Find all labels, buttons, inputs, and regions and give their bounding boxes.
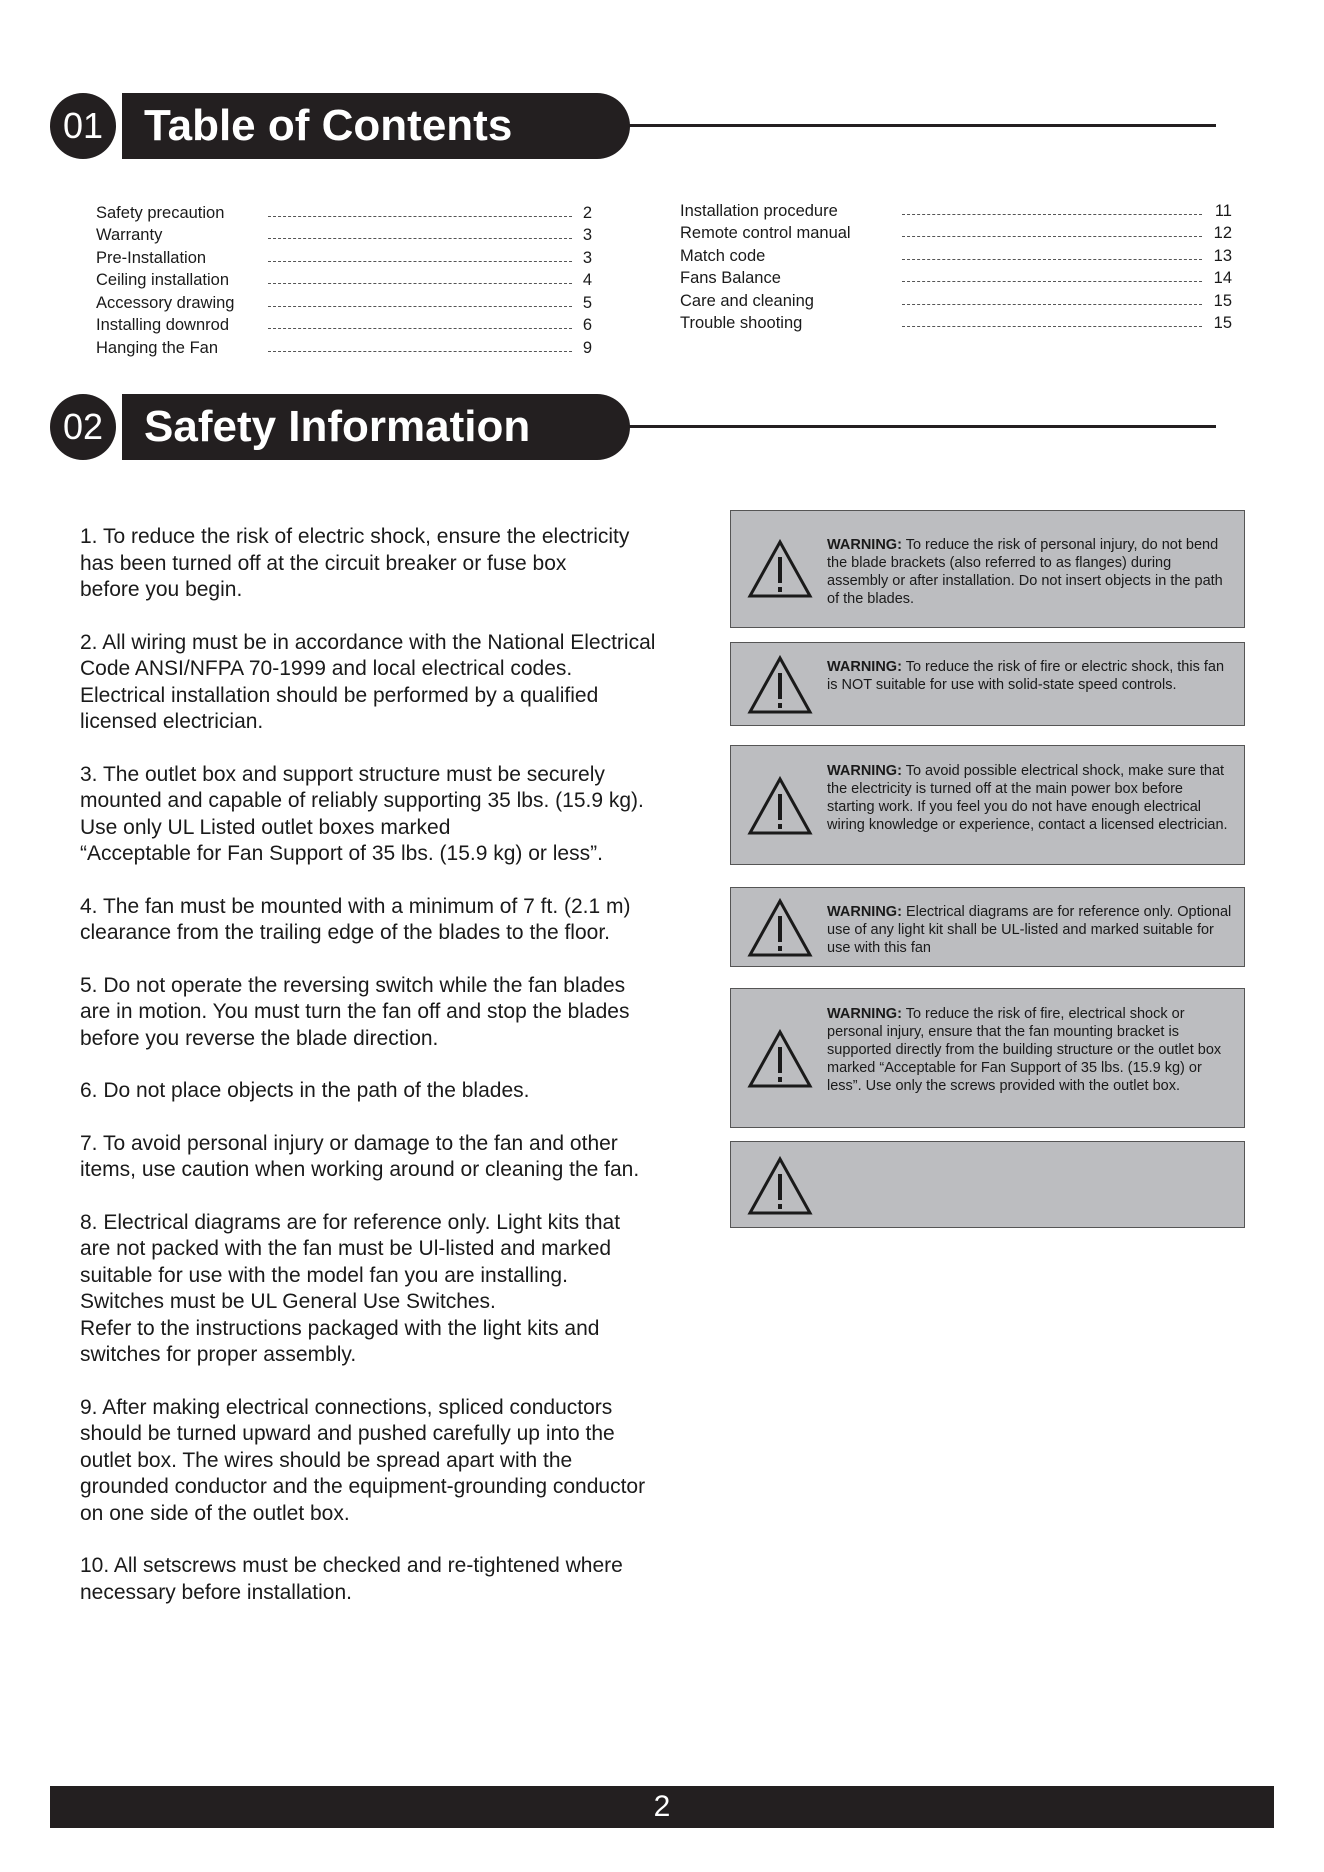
toc-entry-page: 6 bbox=[582, 316, 592, 334]
toc-entry-page: 3 bbox=[582, 226, 592, 244]
toc-entry[interactable] bbox=[680, 243, 1232, 266]
toc-entry-label: Care and cleaning bbox=[680, 291, 814, 310]
safety-item bbox=[80, 894, 720, 947]
safety-item-line: Code ANSI/NFPA 70-1999 and local electrical codes. bbox=[80, 657, 573, 680]
safety-item bbox=[80, 524, 720, 604]
safety-item-line: switches for proper assembly. bbox=[80, 1343, 357, 1366]
safety-item-line: outlet box. The wires should be spread apart with the bbox=[80, 1448, 573, 1472]
warning-body: To reduce the risk of personal injury, do not bend the blade brackets (also referred to as flanges) during assembly or after installation. Do not insert objects in the path of the blades. bbox=[827, 537, 1223, 607]
warning-label: WARNING: bbox=[827, 1006, 902, 1022]
safety-item bbox=[80, 1131, 720, 1184]
safety-item-line: before you reverse the blade direction. bbox=[80, 1026, 439, 1050]
toc-entry-page: 4 bbox=[582, 271, 592, 289]
toc-leader bbox=[268, 261, 572, 262]
safety-item-line: “Acceptable for Fan Support of 35 lbs. (15.9 kg) or less”. bbox=[80, 842, 603, 865]
toc-rule bbox=[626, 124, 1216, 127]
safety-item-line: grounded conductor and the equipment-grounding conductor bbox=[80, 1475, 646, 1498]
warning-triangle-icon bbox=[747, 898, 813, 958]
toc-entry-page: 3 bbox=[582, 248, 592, 267]
toc-right-column bbox=[680, 198, 1232, 333]
safety-item-line: 4. The fan must be mounted with a minimum of 7 ft. (2.1 m) bbox=[80, 894, 631, 918]
safety-item-line: should be turned upward and pushed carefully up into the bbox=[80, 1422, 615, 1445]
toc-entry-page: 14 bbox=[1213, 269, 1232, 287]
safety-item-line: Electrical installation should be performed by a qualified bbox=[80, 683, 599, 707]
warning-text bbox=[827, 1005, 1234, 1095]
toc-entry-label: Ceiling installation bbox=[96, 271, 229, 289]
safety-item bbox=[80, 1210, 720, 1369]
safety-item bbox=[80, 1395, 720, 1528]
safety-item-line: 2. All wiring must be in accordance with the National Electrical bbox=[80, 630, 656, 654]
toc-entry-label: Fans Balance bbox=[680, 269, 781, 287]
warning-text bbox=[827, 762, 1234, 834]
safety-header bbox=[50, 394, 1216, 460]
safety-item-line: 3. The outlet box and support structure must be securely bbox=[80, 762, 605, 786]
toc-entry-label: Warranty bbox=[96, 226, 163, 244]
toc-leader bbox=[268, 238, 572, 239]
toc-entry-page: 2 bbox=[582, 203, 592, 222]
toc-entry[interactable] bbox=[96, 313, 592, 336]
safety-item-line: suitable for use with the model fan you are installing. bbox=[80, 1263, 568, 1287]
safety-item-line: 5. Do not operate the reversing switch while the fan blades bbox=[80, 973, 626, 997]
warning-text bbox=[827, 903, 1234, 957]
safety-item-line: 10. All setscrews must be checked and re-tightened where bbox=[80, 1554, 623, 1577]
safety-item-line: licensed electrician. bbox=[80, 710, 264, 733]
safety-item-line: Refer to the instructions packaged with the light kits and bbox=[80, 1316, 600, 1340]
toc-entry-label: Installing downrod bbox=[96, 316, 229, 334]
safety-item-line: 7. To avoid personal injury or damage to the fan and other bbox=[80, 1131, 618, 1155]
toc-leader bbox=[902, 281, 1202, 282]
toc-left-column bbox=[96, 200, 592, 358]
warning-body: To avoid possible electrical shock, make sure that the electricity is turned off at the main power box before starting work. If you feel you do not have enough electrical wiring knowledge or experience, contact a licensed electrician. bbox=[827, 763, 1228, 833]
toc-leader bbox=[902, 326, 1202, 327]
toc-leader bbox=[902, 236, 1202, 237]
warning-triangle-icon bbox=[747, 1156, 813, 1216]
safety-item-line: clearance from the trailing edge of the blades to the floor. bbox=[80, 921, 610, 944]
safety-item bbox=[80, 1553, 720, 1606]
toc-entry[interactable] bbox=[680, 266, 1232, 289]
safety-section-number: 02 bbox=[50, 394, 116, 460]
warning-text bbox=[827, 536, 1234, 608]
warning-triangle-icon bbox=[747, 1029, 813, 1089]
toc-entry[interactable] bbox=[96, 335, 592, 358]
toc-entry-page: 5 bbox=[582, 293, 592, 312]
safety-item-line: 1. To reduce the risk of electric shock, ensure the electricity bbox=[80, 525, 630, 548]
safety-item-line: has been turned off at the circuit breaker or fuse box bbox=[80, 551, 567, 575]
toc-entry-label: Pre-Installation bbox=[96, 248, 207, 267]
toc-entry-page: 9 bbox=[582, 338, 592, 357]
warning-label: WARNING: bbox=[827, 537, 902, 553]
toc-entry-label: Installation procedure bbox=[680, 201, 838, 220]
toc-section-number: 01 bbox=[50, 93, 116, 159]
toc-entry[interactable] bbox=[96, 200, 592, 223]
safety-item-line: on one side of the outlet box. bbox=[80, 1501, 350, 1525]
toc-leader bbox=[268, 283, 572, 284]
toc-header bbox=[50, 93, 1216, 159]
warning-box bbox=[730, 642, 1245, 726]
toc-leader bbox=[268, 306, 572, 307]
toc-entry[interactable] bbox=[96, 223, 592, 246]
safety-item-line: mounted and capable of reliably supporting 35 lbs. (15.9 kg). bbox=[80, 789, 644, 812]
toc-entry-label: Hanging the Fan bbox=[96, 338, 219, 357]
toc-entry-page: 11 bbox=[1214, 201, 1232, 220]
toc-entry[interactable] bbox=[680, 288, 1232, 311]
warning-box bbox=[730, 745, 1245, 865]
toc-leader bbox=[902, 304, 1202, 305]
safety-item-line: 9. After making electrical connections, spliced conductors bbox=[80, 1395, 613, 1419]
toc-entry[interactable] bbox=[680, 198, 1232, 221]
warning-label: WARNING: bbox=[827, 904, 902, 920]
safety-item-line: necessary before installation. bbox=[80, 1580, 352, 1604]
toc-entry[interactable] bbox=[96, 290, 592, 313]
toc-entry-page: 13 bbox=[1213, 246, 1232, 265]
toc-entry-label: Accessory drawing bbox=[96, 293, 235, 312]
toc-entry-label: Match code bbox=[680, 246, 766, 265]
safety-item-line: 8. Electrical diagrams are for reference only. Light kits that bbox=[80, 1210, 621, 1234]
toc-entry-label: Trouble shooting bbox=[680, 314, 803, 332]
safety-item-line: are in motion. You must turn the fan off and stop the blades bbox=[80, 1000, 630, 1023]
safety-item-line: items, use caution when working around or cleaning the fan. bbox=[80, 1158, 640, 1181]
safety-item-line: are not packed with the fan must be Ul-listed and marked bbox=[80, 1237, 612, 1260]
safety-item bbox=[80, 630, 720, 736]
warning-triangle-icon bbox=[747, 655, 813, 715]
toc-leader bbox=[268, 216, 572, 217]
page-footer bbox=[50, 1786, 1274, 1828]
toc-entry-label: Remote control manual bbox=[680, 224, 851, 242]
toc-leader bbox=[268, 351, 572, 352]
warning-body: To reduce the risk of fire, electrical shock or personal injury, ensure that the fan mounting bracket is supported directly from the building structure or the outlet box marked “Acceptable for Fan Support of 35 lbs. (15.9 kg) or less”. Use only the screws provided with the outlet box. bbox=[827, 1006, 1222, 1094]
warning-label: WARNING: bbox=[827, 763, 902, 779]
warning-box bbox=[730, 887, 1245, 967]
toc-leader bbox=[268, 328, 572, 329]
safety-list bbox=[80, 524, 720, 1632]
safety-item-line: before you begin. bbox=[80, 578, 243, 601]
safety-title: Safety Information bbox=[122, 394, 630, 460]
safety-item-line: Switches must be UL General Use Switches. bbox=[80, 1290, 496, 1313]
toc-leader bbox=[902, 259, 1202, 260]
toc-entry[interactable] bbox=[96, 268, 592, 291]
safety-item-line: Use only UL Listed outlet boxes marked bbox=[80, 815, 451, 839]
toc-entry[interactable] bbox=[96, 245, 592, 268]
warning-box bbox=[730, 510, 1245, 628]
warning-label: WARNING: bbox=[827, 659, 902, 675]
safety-rule bbox=[626, 425, 1216, 428]
safety-item bbox=[80, 973, 720, 1053]
warning-body: Electrical diagrams are for reference only. Optional use of any light kit shall be UL-listed and marked suitable for use with this fan bbox=[827, 904, 1232, 956]
warning-box-empty bbox=[730, 1141, 1245, 1228]
toc-leader bbox=[902, 214, 1202, 215]
warning-triangle-icon bbox=[747, 539, 813, 599]
toc-entry[interactable] bbox=[680, 311, 1232, 334]
page-number: 2 bbox=[653, 1790, 671, 1823]
toc-entry[interactable] bbox=[680, 221, 1232, 244]
toc-entry-page: 15 bbox=[1213, 291, 1232, 310]
safety-item bbox=[80, 1078, 720, 1105]
toc-entry-label: Safety precaution bbox=[96, 203, 225, 222]
warning-box bbox=[730, 988, 1245, 1128]
warning-text bbox=[827, 658, 1234, 694]
warning-triangle-icon bbox=[747, 776, 813, 836]
toc-title: Table of Contents bbox=[122, 93, 630, 159]
safety-item bbox=[80, 762, 720, 868]
safety-item-line: 6. Do not place objects in the path of the blades. bbox=[80, 1079, 530, 1102]
warning-body: To reduce the risk of fire or electric shock, this fan is NOT suitable for use with solid-state speed controls. bbox=[827, 659, 1225, 693]
toc-entry-page: 15 bbox=[1213, 314, 1232, 332]
toc-entry-page: 12 bbox=[1213, 224, 1232, 242]
